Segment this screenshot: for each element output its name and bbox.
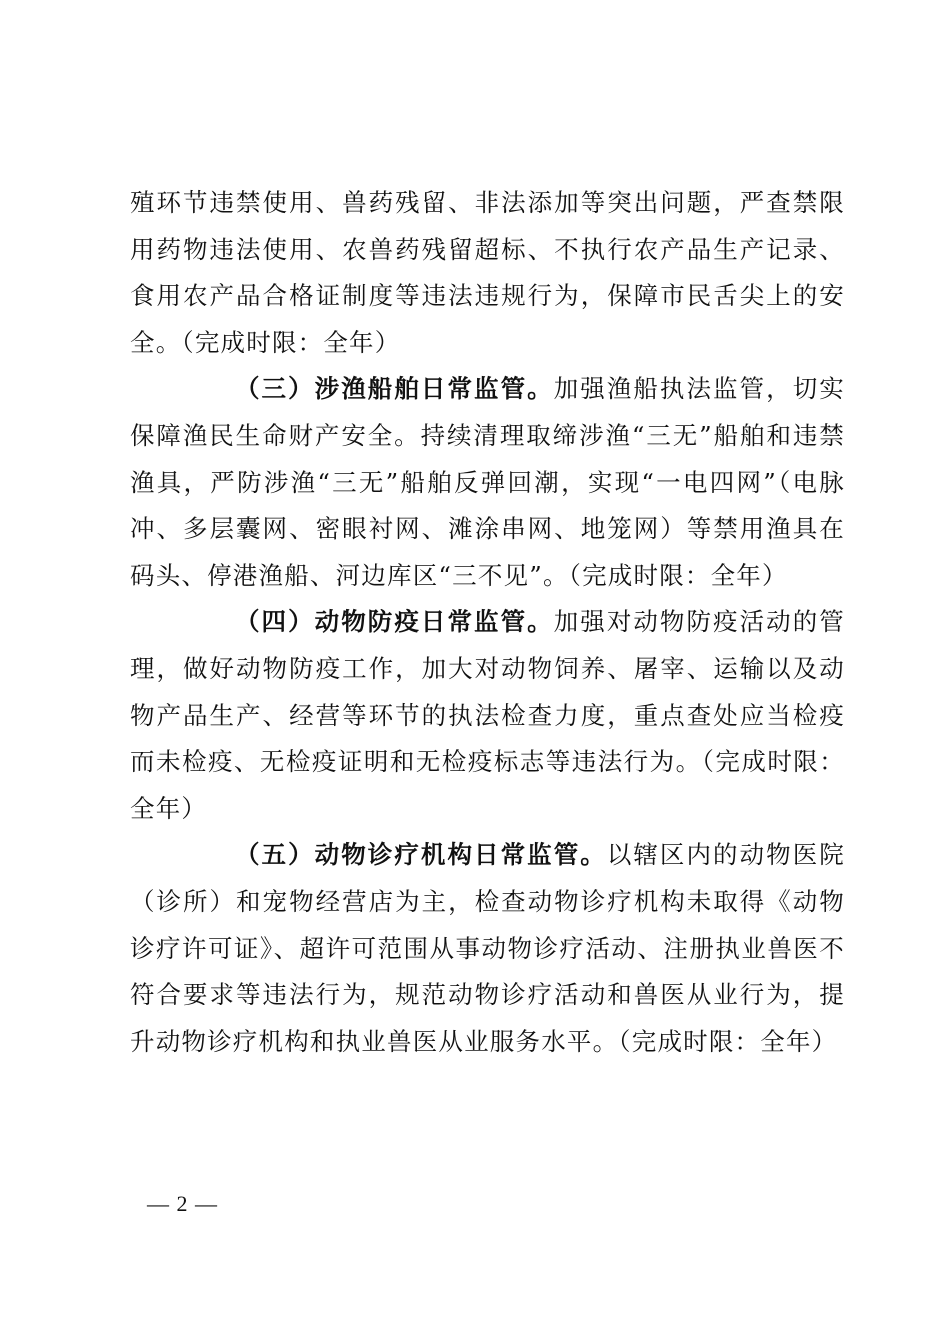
paragraph-continuation (130, 180, 845, 366)
section-heading: （四）动物防疫日常监管。 (235, 607, 554, 637)
paragraph-text: 殖环节违禁使用、兽药残留、非法添加等突出问题，严查禁限用药物违法使用、农兽药残留超标、不执行农产品生产记录、食用农产品合格证制度等违法违规行为，保障市民舌尖上的安全。（完成时限：全年） (130, 188, 845, 357)
page-number: — 2 — (147, 1191, 218, 1216)
paragraph-text: 加强渔船执法监管，切实保障渔民生命财产安全。持续清理取缔涉渔“三无”船舶和违禁渔具，严防涉渔“三无”船舶反弹回潮，实现“一电四网”（电脉冲、多层囊网、密眼衬网、滩涂串网、地笼网）等禁用渔具在码头、停港渔船、河边库区“三不见”。（完成时限：全年） (130, 374, 845, 590)
paragraph-section-3 (130, 366, 845, 599)
paragraph-text: 以辖区内的动物医院（诊所）和宠物经营店为主，检查动物诊疗机构未取得《动物诊疗许可证》、超许可范围从事动物诊疗活动、注册执业兽医不符合要求等违法行为，规范动物诊疗活动和兽医从业行为，提升动物诊疗机构和执业兽医从业服务水平。（完成时限：全年） (130, 840, 845, 1056)
section-heading: （三）涉渔船舶日常监管。 (235, 374, 554, 404)
document-body (130, 180, 845, 1065)
paragraph-section-5 (130, 832, 845, 1065)
section-heading: （五）动物诊疗机构日常监管。 (235, 840, 607, 870)
paragraph-section-4 (130, 599, 845, 832)
paragraph-text: 加强对动物防疫活动的管理，做好动物防疫工作，加大对动物饲养、屠宰、运输以及动物产品生产、经营等环节的执法检查力度，重点查处应当检疫而未检疫、无检疫证明和无检疫标志等违法行为。（完成时限：全年） (130, 607, 845, 823)
